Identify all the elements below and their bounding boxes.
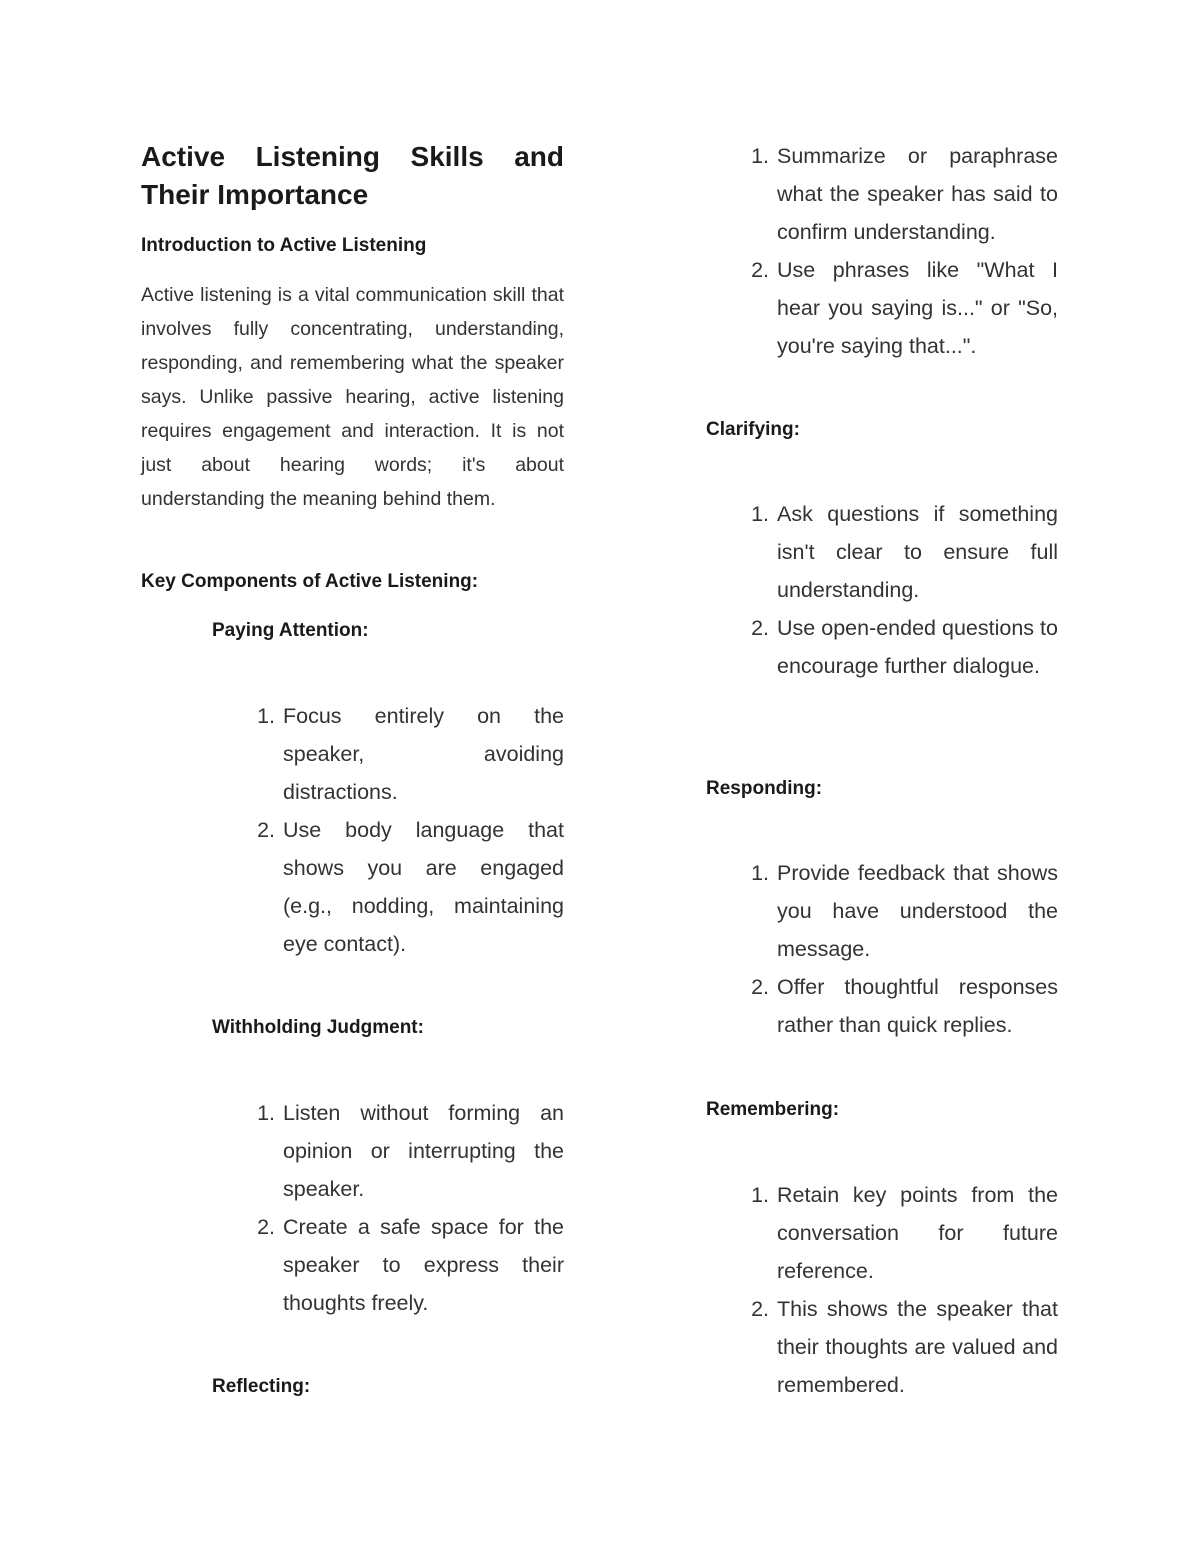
list-item-text: Use open-ended questions to encourage further dialogue.	[777, 616, 1058, 678]
list-number: 2.	[751, 1297, 769, 1321]
list-item-text: Offer thoughtful responses rather than quick replies.	[777, 975, 1058, 1037]
list-item	[741, 1290, 1058, 1404]
reflecting-list	[741, 137, 1058, 365]
list-number: 1.	[257, 704, 275, 728]
list-item	[741, 1176, 1058, 1290]
list-number: 2.	[751, 616, 769, 640]
list-item	[741, 968, 1058, 1044]
remembering-list	[741, 1176, 1058, 1404]
list-item	[741, 609, 1058, 685]
section-heading-reflecting: Reflecting:	[212, 1376, 311, 1397]
list-number: 1.	[751, 502, 769, 526]
list-item-text: Use body language that shows you are engaged (e.g., nodding, maintaining eye contact).	[283, 818, 564, 956]
list-item-text: Provide feedback that shows you have understood the message.	[777, 861, 1058, 961]
list-item	[247, 1094, 564, 1208]
list-number: 1.	[751, 144, 769, 168]
list-item	[741, 495, 1058, 609]
clarifying-list	[741, 495, 1058, 685]
list-number: 2.	[257, 818, 275, 842]
list-item-text: Ask questions if something isn't clear to ensure full understanding.	[777, 502, 1058, 602]
list-item	[741, 251, 1058, 365]
section-heading-withholding-judgment: Withholding Judgment:	[212, 1017, 424, 1038]
intro-paragraph: Active listening is a vital communication skill that involves fully concentrating, understanding, responding, and remembering what the speaker says. Unlike passive hearing, active listening requires engagement and interaction. It is not just about hearing words; it's about understanding the meaning behind them.	[141, 284, 564, 510]
list-number: 1.	[257, 1101, 275, 1125]
section-heading-paying-attention: Paying Attention:	[212, 620, 369, 641]
list-number: 2.	[257, 1215, 275, 1239]
list-number: 2.	[751, 258, 769, 282]
paying-attention-list	[247, 697, 564, 963]
list-item-text: Focus entirely on the speaker, avoiding distractions.	[283, 704, 564, 804]
list-item-text: Create a safe space for the speaker to express their thoughts freely.	[283, 1215, 564, 1315]
list-item	[247, 811, 564, 963]
list-item	[741, 854, 1058, 968]
list-item-text: Retain key points from the conversation for future reference.	[777, 1183, 1058, 1283]
section-heading-remembering: Remembering:	[706, 1099, 840, 1120]
section-heading-clarifying: Clarifying:	[706, 419, 800, 440]
list-item-text: Summarize or paraphrase what the speaker has said to confirm understanding.	[777, 144, 1058, 244]
list-item-text: This shows the speaker that their thoughts are valued and remembered.	[777, 1297, 1058, 1397]
document-title: Active Listening Skills and Their Importance	[141, 141, 564, 210]
components-heading: Key Components of Active Listening:	[141, 571, 479, 592]
list-number: 2.	[751, 975, 769, 999]
withholding-judgment-list	[247, 1094, 564, 1322]
list-number: 1.	[751, 1183, 769, 1207]
section-heading-responding: Responding:	[706, 778, 823, 799]
list-item	[741, 137, 1058, 251]
list-item-text: Use phrases like "What I hear you saying is..." or "So, you're saying that...".	[777, 258, 1058, 358]
list-item-text: Listen without forming an opinion or interrupting the speaker.	[283, 1101, 564, 1201]
responding-list	[741, 854, 1058, 1044]
list-item	[247, 1208, 564, 1322]
list-item	[247, 697, 564, 811]
list-number: 1.	[751, 861, 769, 885]
intro-heading: Introduction to Active Listening	[141, 235, 427, 256]
